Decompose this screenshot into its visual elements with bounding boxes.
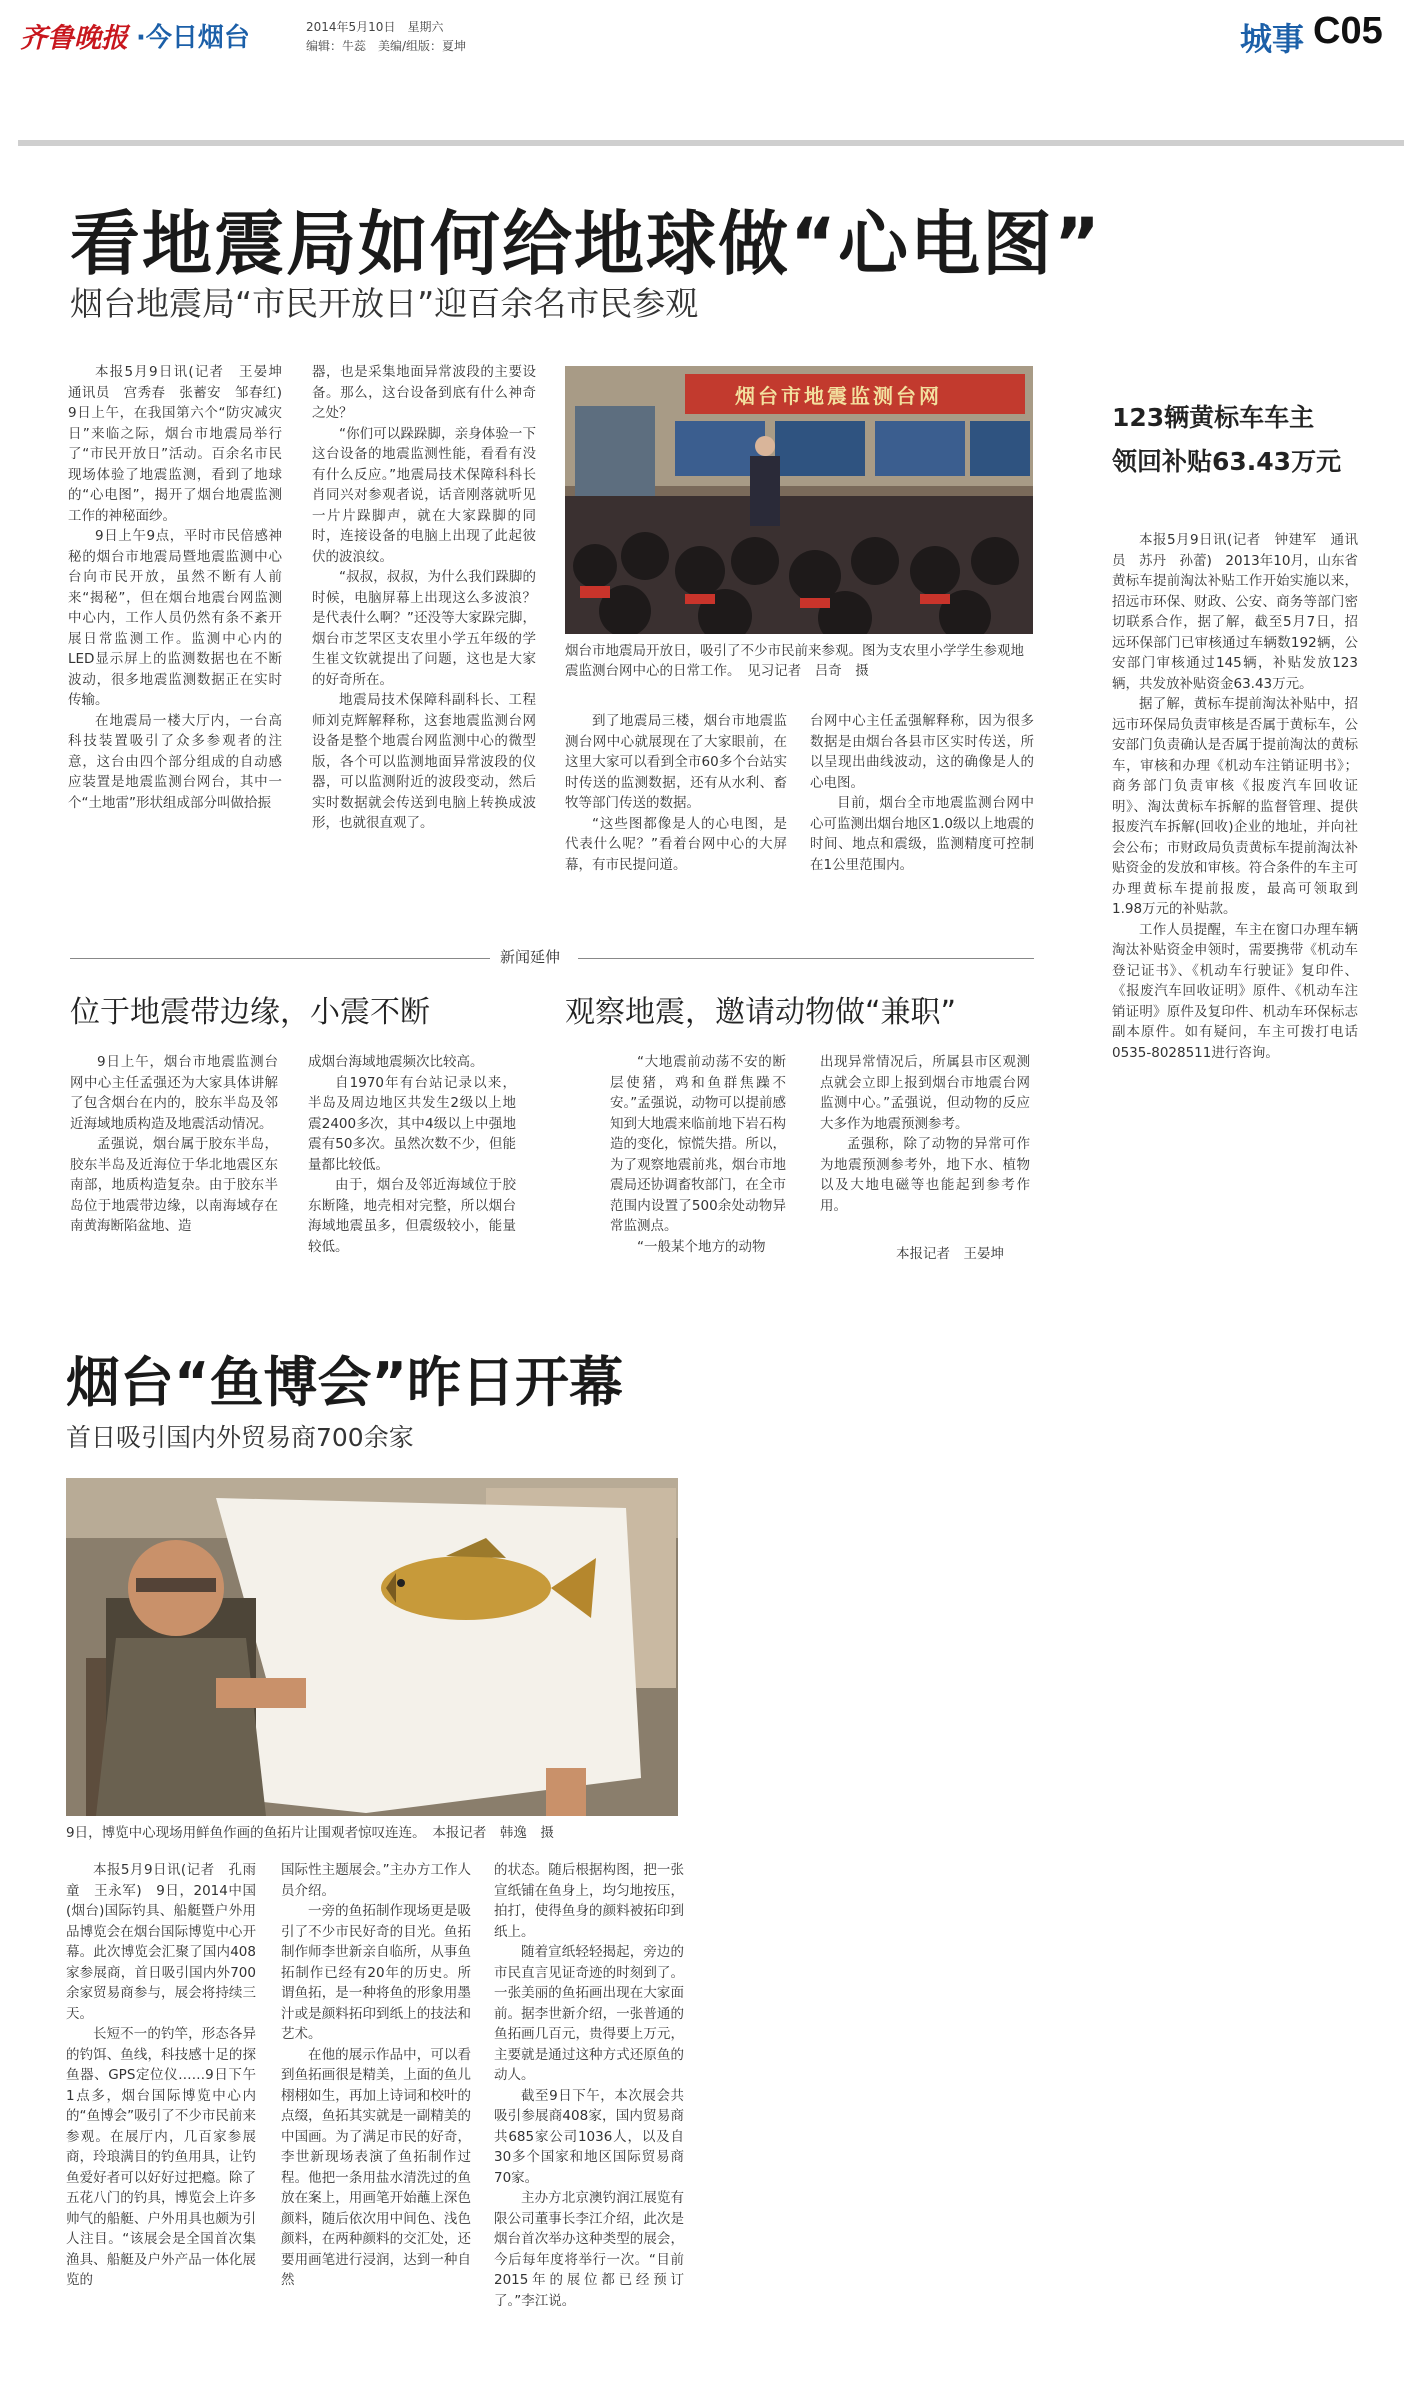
editors-line: 编辑：牛蕊 美编/组版：夏坤 [306,39,467,53]
paragraph: 据了解，黄标车提前淘汰补贴中，招远市环保局负责审核是否属于黄标车，公安部门负责确认是否属于提前淘汰的黄标车，审核和办理《机动车注销证明书》；商务部门负责审核《报废汽车回收证明》、淘汰黄标车拆解的监督管理、提供报废汽车拆解(回收)企业的地址，并向社会公布；市财政局负责黄标车提前淘汰补贴资金的发放和审核。符合条件的车主可办理黄标车提前报废，最高可领取到1.98万元的补贴款。 [1112,696,1358,917]
paragraph: 地震局技术保障科副科长、工程师刘克辉解释称，这套地震监测台网设备是整个地震台网监测中心的微型版，各个可以监测地面异常波段的仪器，可以监测附近的波段变动，然后实时数据就会传送到电脑上转换成波形，也就很直观了。 [312,692,536,831]
article1-subhead: 烟台地震局“市民开放日”迎百余名市民参观 [70,284,699,323]
article1-col2 [312,362,536,834]
paragraph: “大地震前动荡不安的断层使猪，鸡和鱼群焦躁不安。”孟强说，动物可以提前感知到大地震来临前地下岩石构造的变化，惊慌失措。所以，为了观察地震前兆，烟台市地震局还协调畜牧部门，在全市范围内设置了500余处动物异常监测点。 [610,1054,786,1234]
paragraph: “你们可以跺跺脚，亲身体验一下这台设备的地震监测性能，看看有没有什么反应。”地震局技术保障科科长肖同兴对参观者说，话音刚落就听见一片片跺脚声，就在大家跺脚的同时，连接设备的电脑上出现了此起彼伏的波浪纹。 [312,425,536,565]
extension-left-col1 [70,1052,278,1237]
photo-fish-rubbing [66,1478,678,1816]
paragraph: 自1970年有台站记录以来，半岛及周边地区共发生2级以上地震2400多次，其中4级以上中强地震有50多次。虽然次数不少，但能量都比较低。 [308,1074,516,1173]
article2-headline: 烟台“鱼博会”昨日开幕 [66,1351,623,1414]
sidebar-body [1112,530,1358,1063]
paragraph: 本报5月9日讯(记者 钟建军 通讯员 苏丹 孙蕾) 2013年10月，山东省黄标车提前淘汰补贴工作开始实施以来，招远市环保、财政、公安、商务等部门密切联系合作，据了解，截至5月7日，招远环保部门已审核通过车辆数192辆，公安部门审核通过145辆，补贴发放123辆，共发放补贴资金63.43万元。 [1112,532,1358,692]
sidebar-headline-line2: 领回补贴63.43万元 [1112,447,1342,476]
extension-right-col2 [820,1052,1030,1216]
article2-subhead: 首日吸引国内外贸易商700余家 [66,1423,414,1452]
paragraph: 9日上午9点，平时市民倍感神秘的烟台市地震局暨地震监测中心台向市民开放，虽然不断有人前来“揭秘”，但在烟台地震台网监测中心内，工作人员仍然有条不紊开展日常监测工作。监测中心内的LED显示屏上的监测数据也在不断波动，很多地震监测数据正在实时传输。 [68,528,282,708]
page-number: C05 [1313,10,1383,52]
extension-rule-left [70,958,490,959]
paragraph: 器，也是采集地面异常波段的主要设备。那么，这台设备到底有什么神奇之处？ [312,364,536,421]
extension-byline: 本报记者 王晏坤 [896,1246,1004,1262]
extension-right-title: 观察地震，邀请动物做“兼职” [565,995,957,1030]
masthead-rule [18,140,1404,146]
paragraph: 国际性主题展会。”主办方工作人员介绍。 [281,1862,471,1899]
paragraph: 在他的展示作品中，可以看到鱼拓画很是精美，上面的鱼儿栩栩如生，再加上诗词和校叶的点缀，鱼拓其实就是一副精美的中国画。为了满足市民的好奇，李世新现场表演了鱼拓制作过程。他把一条用盐水清洗过的鱼放在案上，用画笔开始蘸上深色颜料，随后依次用中间色、浅色颜料，在两种颜料的交汇处，还要用画笔进行浸润，达到一种自然 [281,2046,471,2288]
paper-logo: 齐鲁晚报 [20,23,128,54]
article1-col4 [810,711,1034,875]
date-line: 2014年5月10日 星期六 [306,20,444,34]
article2-photo [66,1478,678,1816]
sidebar-headline-line1: 123辆黄标车车主 [1112,403,1315,432]
paragraph: 工作人员提醒，车主在窗口办理车辆淘汰补贴资金申领时，需要携带《机动车登记证书》、《机动车行驶证》复印件、《报废汽车回收证明》原件、《机动车注销证明》原件及复印件、机动车环保标志副本原件。如有疑问，车主可拨打电话0535-8028511进行咨询。 [1112,921,1358,1061]
article1-photo [565,366,1033,634]
paragraph: 出现异常情况后，所属县市区观测点就会立即上报到烟台市地震台网监测中心。”孟强说，但动物的反应大多作为地震预测参考。 [820,1054,1030,1132]
paragraph: 由于，烟台及邻近海域位于胶东断隆，地壳相对完整，所以烟台海域地震虽多，但震级较小，能量较低。 [308,1177,516,1255]
article1-col3 [565,711,787,875]
extension-left-col2 [308,1052,516,1257]
paragraph: 到了地震局三楼，烟台市地震监测台网中心就展现在了大家眼前，在这里大家可以看到全市60多个台站实时传送的监测数据，还有从水利、畜牧等部门传送的数据。 [565,713,787,811]
photo-sign-text: 烟台市地震监测台网 [735,384,942,408]
paragraph: 的状态。随后根据构图，把一张宣纸铺在鱼身上，均匀地按压，拍打，使得鱼身的颜料被拓印到纸上。 [494,1862,684,1940]
paragraph: 本报5月9日讯(记者 孔雨童 王永军) 9日，2014中国(烟台)国际钓具、船艇暨户外用品博览会在烟台国际博览中心开幕。此次博览会汇聚了国内408家参展商，首日吸引国内外700余家贸易商参与，展会将持续三天。 [66,1862,256,2022]
extension-left-title: 位于地震带边缘，小震不断 [70,995,430,1030]
paragraph: 孟强称，除了动物的异常可作为地震预测参考外，地下水、植物以及大地电磁等也能起到参考作用。 [820,1136,1030,1214]
paragraph: 本报5月9日讯(记者 王晏坤 通讯员 宫秀春 张蓄安 邹春红) 9日上午，在我国第六个“防灾减灾日”来临之际，烟台市地震局举行了“市民开放日”活动。百余名市民现场体验了地震监测，看到了地球的“心电图”，揭开了烟台地震监测工作的神秘面纱。 [68,364,296,524]
article1-headline: 看地震局如何给地球做“心电图” [70,203,1103,285]
article2-col2 [281,1860,471,2291]
paragraph: 截至9日下午，本次展会共吸引参展商408家，国内贸易商共685家公司1036人，以及自30多个国家和地区国际贸易商70家。 [494,2087,684,2186]
paragraph: “一般某个地方的动物 [637,1238,766,1255]
section-name: ·今日烟台 [136,23,250,53]
paragraph: 台网中心主任孟强解释称，因为很多数据是由烟台各县市区实时传送，所以呈现出曲线波动，这的确像是人的心电图。 [810,713,1034,791]
article2-photo-caption: 9日，博览中心现场用鲜鱼作画的鱼拓片让围观者惊叹连连。 本报记者 韩逸 摄 [66,1825,554,1841]
paragraph: 在地震局一楼大厅内，一台高科技装置吸引了众多参观者的注意，这台由四个部分组成的自动感应装置是地震监测台网台，其中一个“土地雷”形状组成部分叫做拾振 [68,712,282,811]
extension-label: 新闻延伸 [500,948,561,966]
extension-right-col1 [610,1052,786,1257]
article2-col3 [494,1860,684,2311]
paragraph: 目前，烟台全市地震监测台网中心可监测出烟台地区1.0级以上地震的时间、地点和震级，监测精度可控制在1公里范围内。 [810,795,1034,873]
paragraph: 随着宣纸轻轻揭起，旁边的市民直言见证奇迹的时刻到了。一张美丽的鱼拓画出现在大家面前。据李世新介绍，一张普通的鱼拓画几百元，贵得要上万元，主要就是通过这种方式还原鱼的动人。 [494,1944,684,2083]
article2-col1 [66,1860,256,2291]
paragraph: 孟强说，烟台属于胶东半岛，胶东半岛及近海位于华北地震区东南部，地质构造复杂。由于胶东半岛位于地震带边缘，以南海域存在南黄海断陷盆地、造 [70,1136,278,1234]
paragraph: 一旁的鱼拓制作现场更是吸引了不少市民好奇的目光。鱼拓制作师李世新亲自临所，从事鱼拓制作已经有20年的历史。所谓鱼拓，是一种将鱼的形象用墨汁或是颜料拓印到纸上的技法和艺术。 [281,1903,471,2042]
paragraph: “这些图都像是人的心电图，是代表什么呢？”看着台网中心的大屏幕，有市民提问道。 [565,815,787,873]
masthead [0,0,1417,60]
paragraph: 9日上午，烟台市地震监测台网中心主任孟强还为大家具体讲解了包含烟台在内的，胶东半岛及邻近海域地质构造及地震活动情况。 [70,1054,278,1132]
article1-photo-caption: 烟台市地震局开放日，吸引了不少市民前来参观。图为支农里小学学生参观地震监测台网中心的日常工作。 见习记者 吕奇 摄 [565,643,1024,679]
section-label: 城事 [1240,20,1305,58]
paragraph: 主办方北京澳钓润江展览有限公司董事长李江介绍，此次是烟台首次举办这种类型的展会，今后每年度将举行一次。“目前2015年的展位都已经预订了。”李江说。 [494,2190,684,2309]
extension-rule-right [578,958,1034,959]
paragraph: “叔叔，叔叔，为什么我们跺脚的时候，电脑屏幕上出现这么多波浪？是代表什么啊？”还没等大家跺完脚，烟台市芝罘区支农里小学五年级的学生崔文钦就提出了问题，这也是大家的好奇所在。 [312,569,536,688]
article1-col1 [68,362,296,813]
paragraph: 长短不一的钓竿，形态各异的钓饵、鱼线，科技感十足的探鱼器、GPS定位仪……9日下午1点多，烟台国际博览中心内的“鱼博会”吸引了不少市民前来参观。在展厅内，几百家参展商，玲琅满目的钓鱼用具，让钓鱼爱好者可以好好过把瘾。除了五花八门的钓具，博览会上许多帅气的船艇、户外用具也颇为引人注目。“该展会是全国首次集渔具、船艇及户外产品一体化展览的 [66,2026,256,2288]
paragraph: 成烟台海域地震频次比较高。 [308,1054,484,1070]
